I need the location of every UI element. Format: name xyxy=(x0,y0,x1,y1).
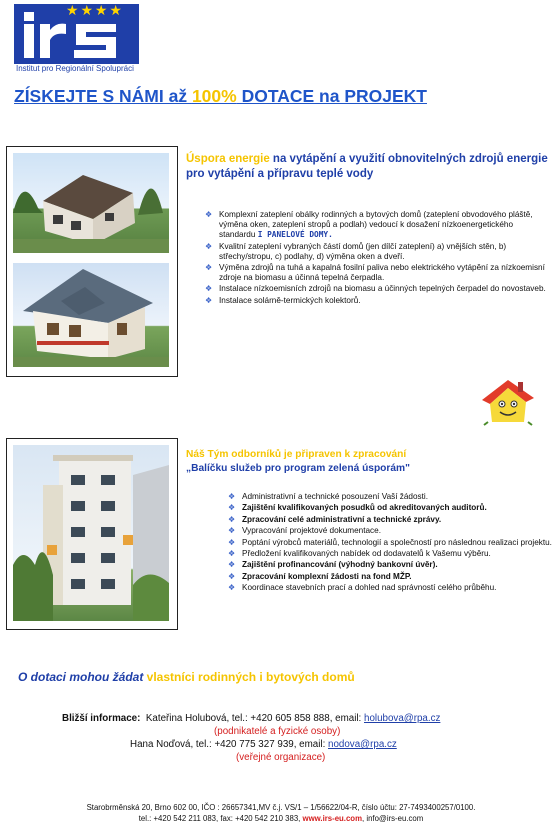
house-illustration-1 xyxy=(13,153,169,253)
section1-bullet-list xyxy=(205,210,550,307)
contact-2-email-link[interactable]: nodova@rpa.cz xyxy=(328,739,397,750)
bullet-icon: ❖ xyxy=(228,526,236,536)
bullet-icon: ❖ xyxy=(205,210,213,219)
list-item-text: Výměna zdrojů na tuhá a kapalná fosilní paliva nebo elektrického vytápění za nízkoemisní zdroje na biomasu a účinná tepelná čerpadla. xyxy=(219,263,545,283)
contact-line-1 xyxy=(62,712,552,725)
bullet-icon: ❖ xyxy=(228,583,236,593)
list-item-text: Zajištění kvalifikovaných posudků od akreditovaných auditorů. xyxy=(242,503,487,513)
contact-line-2 xyxy=(62,738,552,751)
section2-title-line2: „Balíčku služeb pro program zelená úsporám" xyxy=(186,463,410,474)
list-item xyxy=(228,492,558,502)
page-footer xyxy=(6,802,556,824)
headline-highlight: 100% xyxy=(191,86,237,106)
section2-bullet-list xyxy=(228,492,558,595)
bullet-icon: ❖ xyxy=(228,548,236,558)
list-item-text: Kvalitní zateplení vybraných částí domů (jen dílčí zateplení) a) vnějších stěn, b) střechy/stropu, c) podlahy, d) výměna oken a dveří. xyxy=(219,241,507,261)
eligibility-rest: vlastníci rodinných i bytových domů xyxy=(143,670,355,684)
list-item xyxy=(228,538,558,548)
bullet-icon: ❖ xyxy=(205,263,213,273)
bullet-icon: ❖ xyxy=(205,295,213,305)
list-item-text: Poptání výrobců materiálů, technologií a společností pro následnou realizaci projektu. xyxy=(242,537,552,547)
list-item-text: Instalace nízkoemisních zdrojů na biomasu a účinných tepelných čerpadel do novostaveb. xyxy=(219,284,546,294)
list-item-text: Zpracování celé administrativní a technické zprávy. xyxy=(242,514,442,524)
list-item-text: Administrativní a technické posouzení Vaší žádosti. xyxy=(242,492,428,501)
list-item-text: Zpracování komplexní žádosti na fond MŽP. xyxy=(242,571,412,581)
list-item-emphasis: I PANELOVÉ DOMY. xyxy=(257,230,333,240)
section2-title xyxy=(186,448,546,476)
headline-part1: ZÍSKEJTE S NÁMI až xyxy=(14,86,192,106)
building-photo xyxy=(13,445,169,621)
section2-title-line1: Náš Tým odborníků je připraven k zpracování xyxy=(186,449,407,460)
list-item xyxy=(205,242,550,262)
list-item xyxy=(228,515,558,525)
bullet-icon: ❖ xyxy=(228,537,236,547)
section1-title-rest: na vytápění a využití obnovitelných zdrojů energie pro vytápění a přípravu teplé vody xyxy=(186,153,548,180)
list-item xyxy=(205,296,550,306)
list-item xyxy=(205,210,550,241)
list-item-text: Komplexní zateplení obálky rodinných a bytových domů (zateplení obvodového pláště, výměna oken, zateplení stropů a podlah) vedoucí k dosažení nízkoenergetického standardu xyxy=(219,210,533,240)
contact-2-text: Hana Noďová, tel.: +420 775 327 939, email: xyxy=(130,739,329,750)
house-photo-1 xyxy=(13,153,169,253)
contact-1-email-link[interactable]: holubova@rpa.cz xyxy=(364,713,441,724)
bullet-icon: ❖ xyxy=(228,514,236,524)
contact-1-text: Kateřina Holubová, tel.: +420 605 858 888, email: xyxy=(145,713,364,724)
contact-1-note: (podnikatelé a fyzické osoby) xyxy=(214,726,341,737)
house-photo-2 xyxy=(13,263,169,367)
section1-title-highlight: Úspora energie xyxy=(186,153,270,165)
list-item xyxy=(205,263,550,283)
list-item xyxy=(228,560,558,570)
list-item-text: Vypracování projektové dokumentace. xyxy=(242,526,381,536)
list-item-text: Koordinace stavebních prací a dohled nad správností celého průběhu. xyxy=(242,583,497,593)
eligibility-statement xyxy=(18,670,558,684)
house-illustration-2 xyxy=(13,263,169,367)
happy-house-icon xyxy=(478,378,538,426)
eligibility-lead: O dotaci mohou žádat xyxy=(18,670,144,684)
contact-2-note: (veřejné organizace) xyxy=(236,752,326,763)
bullet-icon: ❖ xyxy=(228,503,236,513)
list-item-text: Předložení kvalifikovaných nabídek od dodavatelů k Vašemu výběru. xyxy=(242,548,491,558)
list-item xyxy=(228,503,558,513)
building-photo-panel xyxy=(6,438,178,630)
section1-title xyxy=(186,152,556,182)
contact-label: Bližší informace: xyxy=(62,713,141,724)
list-item xyxy=(228,526,558,536)
bullet-icon: ❖ xyxy=(228,492,236,501)
footer-email: , info@irs-eu.com xyxy=(362,814,424,823)
page-headline xyxy=(14,86,554,107)
bullet-icon: ❖ xyxy=(228,571,236,581)
list-item-text: Instalace solárně-termických kolektorů. xyxy=(219,295,361,305)
footer-contact-line xyxy=(6,813,556,824)
bullet-icon: ❖ xyxy=(205,241,213,251)
footer-address: Starobrměnská 20, Brno 602 00, IČO : 26657341,MV č.j. VS/1 – 1/56622/04-R, číslo účtu: 27-7493400257/0100. xyxy=(86,803,476,812)
bullet-icon: ❖ xyxy=(205,284,213,294)
bullet-icon: ❖ xyxy=(228,560,236,570)
footer-phone-fax: tel.: +420 542 211 083, fax: +420 542 210 383, xyxy=(138,814,303,823)
list-item-text: Zajištění profinancování (výhodný bankovní úvěr). xyxy=(242,560,438,570)
irs-logo xyxy=(14,4,139,82)
list-item xyxy=(228,572,558,582)
headline-part2: DOTACE na PROJEKT xyxy=(236,86,427,106)
list-item xyxy=(205,284,550,294)
contact-block xyxy=(62,712,552,764)
list-item xyxy=(228,549,558,559)
building-illustration xyxy=(13,445,169,621)
eu-stars-icon: ★ ★ ★ ★ xyxy=(66,2,121,18)
logo-subtitle: Institut pro Regionální Spolupráci xyxy=(16,64,134,73)
list-item xyxy=(228,583,558,593)
houses-photo-panel xyxy=(6,146,178,377)
footer-website-link[interactable]: www.irs-eu.com xyxy=(302,814,363,823)
